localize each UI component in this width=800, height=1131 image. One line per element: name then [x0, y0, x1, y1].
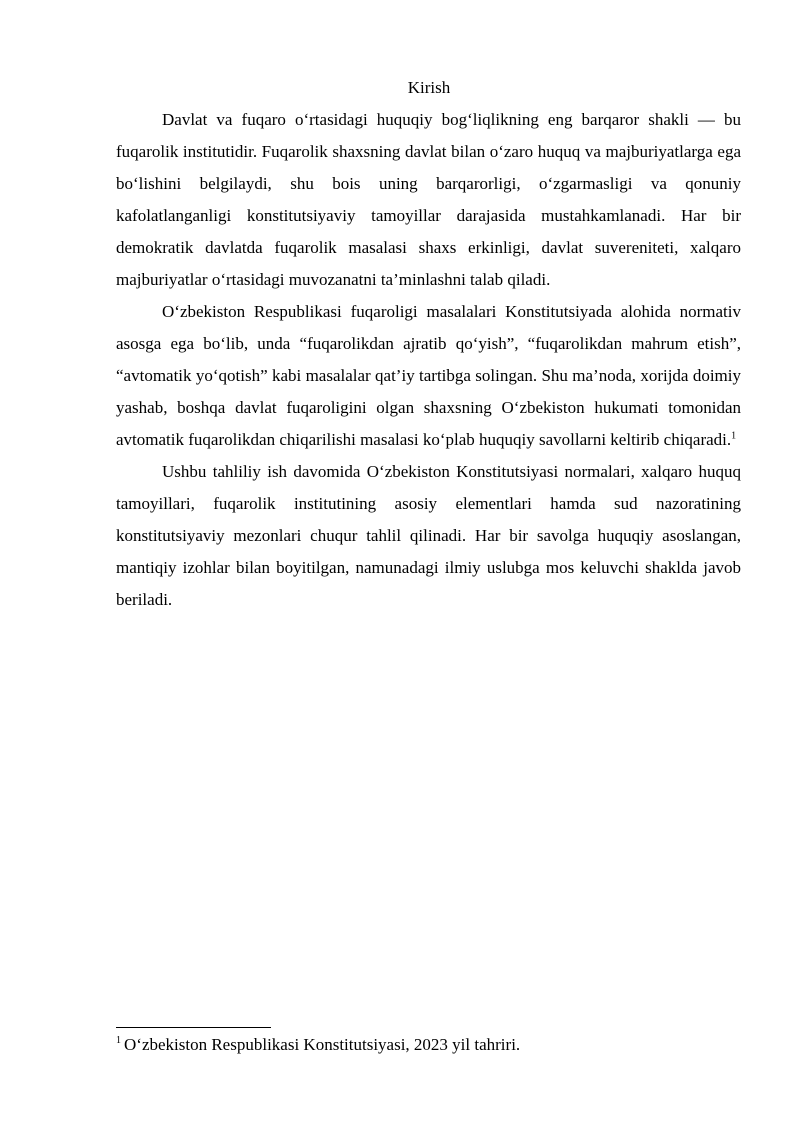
footnote-number: 1 [116, 1035, 121, 1047]
paragraph-2-text: O‘zbekiston Respublikasi fuqaroligi masalalari Konstitutsiyada alohida normativ asosga ega bo‘lib, unda “fuqarolikdan ajratib qo‘yish”, “fuqarolikdan mahrum etish”, “avtomatik yo‘qotish” kabi masalalar qat’iy tartibga solingan. Shu ma’noda, xorijda doimiy yashab, boshqa davlat fuqaroligini olgan shaxsning O‘zbekiston hukumati tomonidan avtomatik fuqarolikdan chiqarilishi masalasi ko‘plab huquqiy savollarni keltirib chiqaradi. [116, 302, 741, 449]
paragraph-3 [116, 456, 741, 616]
page-title: Kirish [407, 78, 451, 97]
footnote [116, 1033, 741, 1057]
body-text [116, 104, 741, 616]
paragraph-1 [116, 104, 741, 296]
footnote-separator [116, 1027, 271, 1028]
paragraph-3-text: Ushbu tahliliy ish davomida O‘zbekiston Konstitutsiyasi normalari, xalqaro huquq tamoyillari, fuqarolik institutining asosiy elementlari hamda sud nazoratining konstitutsiyaviy mezonlari chuqur tahlil qilinadi. Har bir savolga huquqiy asoslangan, mantiqiy izohlar bilan boyitilgan, namunadagi ilmiy uslubga mos keluvchi shaklda javob beriladi. [116, 462, 741, 609]
paragraph-1-text: Davlat va fuqaro o‘rtasidagi huquqiy bog‘liqlikning eng barqaror shakli — bu fuqarolik institutidir. Fuqarolik shaxsning davlat bilan o‘zaro huquq va majburiyatlarga ega bo‘lishini belgilaydi, shu bois uning barqarorligi, o‘zgarmasligi va qonuniy kafolatlanganligi konstitutsiyaviy tamoyillar darajasida mustahkamlanadi. Har bir demokratik davlatda fuqarolik masalasi shaxs erkinligi, davlat suvereniteti, xalqaro majburiyatlar o‘rtasidagi muvozanatni ta’minlashni talab qiladi. [116, 110, 741, 289]
paragraph-2 [116, 296, 741, 456]
footnote-text: O‘zbekiston Respublikasi Konstitutsiyasi, 2023 yil tahriri. [124, 1035, 521, 1054]
footnote-reference[interactable]: 1 [731, 430, 737, 442]
